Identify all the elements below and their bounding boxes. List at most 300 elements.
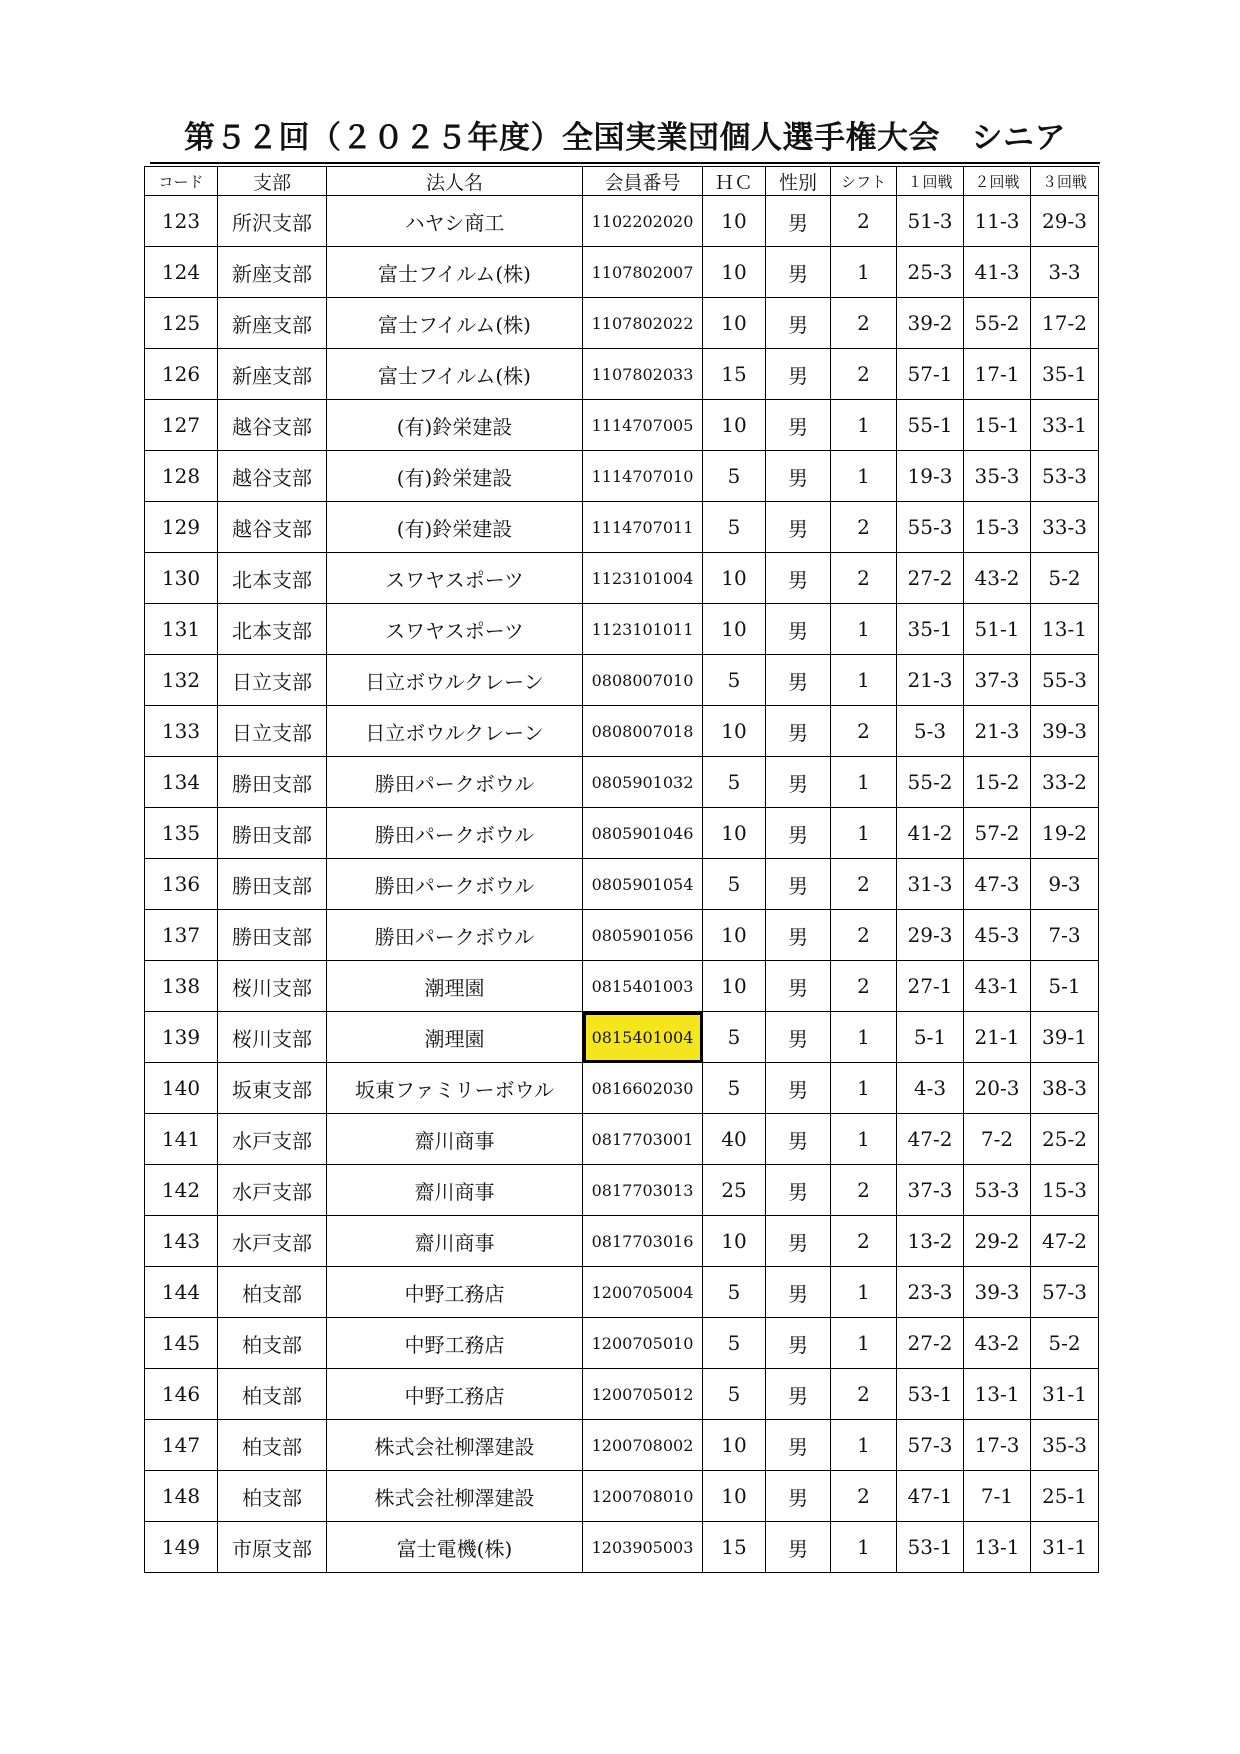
cell-round-2: 15-2 — [964, 757, 1031, 808]
cell-shift: 1 — [831, 1318, 897, 1369]
cell-code: 131 — [145, 604, 218, 655]
cell-round-2: 47-3 — [964, 859, 1031, 910]
cell-round-1: 27-2 — [897, 1318, 964, 1369]
cell-member-number: 0817703013 — [583, 1165, 703, 1216]
cell-code: 149 — [145, 1522, 218, 1573]
table-row — [145, 757, 1099, 808]
cell-round-1: 29-3 — [897, 910, 964, 961]
cell-hc: 5 — [703, 502, 766, 553]
table-row — [145, 247, 1099, 298]
cell-round-3: 29-3 — [1031, 196, 1099, 247]
cell-branch: 勝田支部 — [218, 808, 327, 859]
cell-hc: 5 — [703, 1012, 766, 1063]
cell-round-3: 33-2 — [1031, 757, 1099, 808]
cell-round-3: 13-1 — [1031, 604, 1099, 655]
cell-member-number: 0815401003 — [583, 961, 703, 1012]
cell-round-1: 55-1 — [897, 400, 964, 451]
cell-round-3: 25-1 — [1031, 1471, 1099, 1522]
cell-branch: 日立支部 — [218, 655, 327, 706]
cell-corp: 勝田パークボウル — [327, 859, 583, 910]
cell-round-2: 43-2 — [964, 553, 1031, 604]
cell-member-number: 1200705010 — [583, 1318, 703, 1369]
header-round-3: ３回戦 — [1031, 167, 1099, 196]
table-row — [145, 1471, 1099, 1522]
cell-round-3: 19-2 — [1031, 808, 1099, 859]
cell-code: 136 — [145, 859, 218, 910]
cell-member-number: 1107802033 — [583, 349, 703, 400]
cell-code: 145 — [145, 1318, 218, 1369]
cell-member-number: 1107802007 — [583, 247, 703, 298]
cell-branch: 水戸支部 — [218, 1114, 327, 1165]
cell-gender: 男 — [766, 859, 831, 910]
cell-round-3: 15-3 — [1031, 1165, 1099, 1216]
cell-gender: 男 — [766, 349, 831, 400]
table-row — [145, 961, 1099, 1012]
cell-member-number: 1114707005 — [583, 400, 703, 451]
table-row — [145, 808, 1099, 859]
cell-code: 133 — [145, 706, 218, 757]
table-row — [145, 655, 1099, 706]
cell-round-1: 41-2 — [897, 808, 964, 859]
cell-round-3: 35-3 — [1031, 1420, 1099, 1471]
cell-hc: 10 — [703, 604, 766, 655]
cell-gender: 男 — [766, 706, 831, 757]
cell-code: 146 — [145, 1369, 218, 1420]
cell-branch: 越谷支部 — [218, 502, 327, 553]
cell-corp: 富士電機(株) — [327, 1522, 583, 1573]
cell-corp: 齋川商事 — [327, 1216, 583, 1267]
cell-round-1: 37-3 — [897, 1165, 964, 1216]
cell-code: 132 — [145, 655, 218, 706]
cell-hc: 10 — [703, 400, 766, 451]
cell-round-1: 5-3 — [897, 706, 964, 757]
cell-shift: 1 — [831, 400, 897, 451]
cell-corp: 富士フイルム(株) — [327, 298, 583, 349]
cell-corp: (有)鈴栄建設 — [327, 400, 583, 451]
cell-gender: 男 — [766, 1012, 831, 1063]
header-round-1: １回戦 — [897, 167, 964, 196]
cell-corp: (有)鈴栄建設 — [327, 502, 583, 553]
table-row — [145, 1318, 1099, 1369]
cell-branch: 新座支部 — [218, 298, 327, 349]
cell-shift: 2 — [831, 1471, 897, 1522]
cell-round-1: 5-1 — [897, 1012, 964, 1063]
cell-corp: スワヤスポーツ — [327, 604, 583, 655]
cell-shift: 2 — [831, 553, 897, 604]
cell-code: 127 — [145, 400, 218, 451]
cell-round-3: 5-2 — [1031, 1318, 1099, 1369]
table-row — [145, 349, 1099, 400]
cell-corp: 齋川商事 — [327, 1165, 583, 1216]
cell-hc: 10 — [703, 1471, 766, 1522]
cell-gender: 男 — [766, 502, 831, 553]
cell-gender: 男 — [766, 1165, 831, 1216]
cell-gender: 男 — [766, 196, 831, 247]
cell-branch: 新座支部 — [218, 247, 327, 298]
cell-shift: 1 — [831, 1114, 897, 1165]
cell-hc: 10 — [703, 961, 766, 1012]
cell-corp: 日立ボウルクレーン — [327, 655, 583, 706]
cell-code: 142 — [145, 1165, 218, 1216]
cell-code: 134 — [145, 757, 218, 808]
cell-round-2: 21-1 — [964, 1012, 1031, 1063]
cell-hc: 15 — [703, 1522, 766, 1573]
cell-member-number-highlighted: 0815401004 — [583, 1012, 703, 1063]
cell-round-1: 47-2 — [897, 1114, 964, 1165]
cell-code: 139 — [145, 1012, 218, 1063]
cell-shift: 2 — [831, 706, 897, 757]
cell-shift: 1 — [831, 1012, 897, 1063]
cell-gender: 男 — [766, 553, 831, 604]
cell-round-2: 51-1 — [964, 604, 1031, 655]
cell-member-number: 0816602030 — [583, 1063, 703, 1114]
roster-table — [144, 166, 1099, 1573]
cell-gender: 男 — [766, 604, 831, 655]
cell-member-number: 1123101011 — [583, 604, 703, 655]
cell-round-2: 17-1 — [964, 349, 1031, 400]
table-row — [145, 1114, 1099, 1165]
header-hc: ＨＣ — [703, 167, 766, 196]
cell-round-1: 57-1 — [897, 349, 964, 400]
cell-round-1: 35-1 — [897, 604, 964, 655]
cell-round-1: 27-1 — [897, 961, 964, 1012]
cell-round-2: 11-3 — [964, 196, 1031, 247]
cell-branch: 北本支部 — [218, 604, 327, 655]
cell-round-3: 3-3 — [1031, 247, 1099, 298]
cell-branch: 柏支部 — [218, 1420, 327, 1471]
cell-gender: 男 — [766, 1267, 831, 1318]
cell-round-2: 17-3 — [964, 1420, 1031, 1471]
cell-shift: 2 — [831, 859, 897, 910]
cell-code: 141 — [145, 1114, 218, 1165]
cell-member-number: 0817703001 — [583, 1114, 703, 1165]
cell-round-1: 53-1 — [897, 1522, 964, 1573]
cell-member-number: 1203905003 — [583, 1522, 703, 1573]
cell-round-2: 13-1 — [964, 1522, 1031, 1573]
cell-member-number: 0805901046 — [583, 808, 703, 859]
table-row — [145, 1267, 1099, 1318]
table-row — [145, 298, 1099, 349]
cell-gender: 男 — [766, 1471, 831, 1522]
cell-member-number: 0808007010 — [583, 655, 703, 706]
cell-round-3: 33-1 — [1031, 400, 1099, 451]
cell-round-3: 17-2 — [1031, 298, 1099, 349]
cell-branch: 勝田支部 — [218, 910, 327, 961]
cell-branch: 水戸支部 — [218, 1216, 327, 1267]
cell-branch: 北本支部 — [218, 553, 327, 604]
cell-hc: 10 — [703, 1216, 766, 1267]
table-row — [145, 604, 1099, 655]
cell-branch: 桜川支部 — [218, 1012, 327, 1063]
cell-shift: 2 — [831, 910, 897, 961]
table-row — [145, 1216, 1099, 1267]
cell-branch: 水戸支部 — [218, 1165, 327, 1216]
cell-round-3: 53-3 — [1031, 451, 1099, 502]
cell-round-1: 19-3 — [897, 451, 964, 502]
cell-hc: 5 — [703, 1369, 766, 1420]
cell-shift: 1 — [831, 1063, 897, 1114]
cell-branch: 桜川支部 — [218, 961, 327, 1012]
cell-shift: 1 — [831, 808, 897, 859]
cell-member-number: 1123101004 — [583, 553, 703, 604]
cell-code: 137 — [145, 910, 218, 961]
cell-gender: 男 — [766, 1063, 831, 1114]
cell-round-2: 15-1 — [964, 400, 1031, 451]
cell-hc: 5 — [703, 1063, 766, 1114]
cell-round-3: 7-3 — [1031, 910, 1099, 961]
table-row — [145, 1165, 1099, 1216]
cell-round-2: 55-2 — [964, 298, 1031, 349]
cell-shift: 2 — [831, 298, 897, 349]
cell-corp: 株式会社柳澤建設 — [327, 1471, 583, 1522]
cell-gender: 男 — [766, 808, 831, 859]
cell-shift: 1 — [831, 604, 897, 655]
cell-shift: 1 — [831, 1420, 897, 1471]
cell-round-2: 45-3 — [964, 910, 1031, 961]
cell-corp: (有)鈴栄建設 — [327, 451, 583, 502]
table-row — [145, 1369, 1099, 1420]
cell-corp: 中野工務店 — [327, 1318, 583, 1369]
cell-shift: 2 — [831, 1369, 897, 1420]
cell-round-1: 23-3 — [897, 1267, 964, 1318]
cell-hc: 5 — [703, 451, 766, 502]
cell-round-2: 35-3 — [964, 451, 1031, 502]
cell-code: 128 — [145, 451, 218, 502]
cell-member-number: 1200705012 — [583, 1369, 703, 1420]
table-row — [145, 910, 1099, 961]
cell-gender: 男 — [766, 1114, 831, 1165]
header-shift: シフト — [831, 167, 897, 196]
cell-gender: 男 — [766, 655, 831, 706]
cell-hc: 5 — [703, 1267, 766, 1318]
cell-member-number: 0808007018 — [583, 706, 703, 757]
table-row — [145, 1420, 1099, 1471]
cell-round-2: 53-3 — [964, 1165, 1031, 1216]
cell-code: 144 — [145, 1267, 218, 1318]
cell-gender: 男 — [766, 451, 831, 502]
cell-shift: 1 — [831, 247, 897, 298]
cell-corp: 富士フイルム(株) — [327, 247, 583, 298]
cell-round-2: 29-2 — [964, 1216, 1031, 1267]
cell-corp: 中野工務店 — [327, 1369, 583, 1420]
cell-hc: 5 — [703, 859, 766, 910]
cell-round-1: 39-2 — [897, 298, 964, 349]
cell-member-number: 1200708010 — [583, 1471, 703, 1522]
cell-corp: 齋川商事 — [327, 1114, 583, 1165]
cell-shift: 2 — [831, 961, 897, 1012]
cell-branch: 越谷支部 — [218, 400, 327, 451]
cell-round-2: 15-3 — [964, 502, 1031, 553]
cell-round-2: 39-3 — [964, 1267, 1031, 1318]
cell-gender: 男 — [766, 247, 831, 298]
cell-code: 126 — [145, 349, 218, 400]
cell-code: 130 — [145, 553, 218, 604]
cell-shift: 2 — [831, 1165, 897, 1216]
cell-round-3: 35-1 — [1031, 349, 1099, 400]
cell-code: 147 — [145, 1420, 218, 1471]
cell-round-1: 4-3 — [897, 1063, 964, 1114]
cell-branch: 新座支部 — [218, 349, 327, 400]
cell-gender: 男 — [766, 757, 831, 808]
cell-branch: 市原支部 — [218, 1522, 327, 1573]
cell-round-2: 57-2 — [964, 808, 1031, 859]
cell-round-3: 5-2 — [1031, 553, 1099, 604]
table-row — [145, 859, 1099, 910]
cell-round-2: 20-3 — [964, 1063, 1031, 1114]
cell-round-1: 47-1 — [897, 1471, 964, 1522]
cell-hc: 10 — [703, 808, 766, 859]
cell-member-number: 0805901032 — [583, 757, 703, 808]
cell-hc: 5 — [703, 1318, 766, 1369]
cell-corp: 勝田パークボウル — [327, 808, 583, 859]
cell-corp: スワヤスポーツ — [327, 553, 583, 604]
cell-corp: 坂東ファミリーボウル — [327, 1063, 583, 1114]
header-branch: 支部 — [218, 167, 327, 196]
table-row — [145, 502, 1099, 553]
cell-hc: 10 — [703, 706, 766, 757]
cell-hc: 10 — [703, 1420, 766, 1471]
cell-branch: 柏支部 — [218, 1369, 327, 1420]
cell-shift: 2 — [831, 196, 897, 247]
roster-body — [145, 196, 1099, 1573]
header-round-2: ２回戦 — [964, 167, 1031, 196]
cell-round-2: 41-3 — [964, 247, 1031, 298]
cell-member-number: 1107802022 — [583, 298, 703, 349]
cell-corp: 株式会社柳澤建設 — [327, 1420, 583, 1471]
cell-code: 140 — [145, 1063, 218, 1114]
cell-member-number: 1114707010 — [583, 451, 703, 502]
cell-code: 143 — [145, 1216, 218, 1267]
cell-round-1: 21-3 — [897, 655, 964, 706]
cell-hc: 10 — [703, 196, 766, 247]
cell-corp: 潮理園 — [327, 961, 583, 1012]
cell-round-3: 33-3 — [1031, 502, 1099, 553]
table-row — [145, 1522, 1099, 1573]
cell-round-2: 7-2 — [964, 1114, 1031, 1165]
cell-round-3: 55-3 — [1031, 655, 1099, 706]
cell-gender: 男 — [766, 298, 831, 349]
cell-round-2: 43-2 — [964, 1318, 1031, 1369]
cell-branch: 柏支部 — [218, 1471, 327, 1522]
cell-round-3: 9-3 — [1031, 859, 1099, 910]
cell-shift: 1 — [831, 1522, 897, 1573]
cell-gender: 男 — [766, 1216, 831, 1267]
cell-member-number: 1200705004 — [583, 1267, 703, 1318]
cell-round-3: 57-3 — [1031, 1267, 1099, 1318]
cell-corp: 富士フイルム(株) — [327, 349, 583, 400]
cell-gender: 男 — [766, 1369, 831, 1420]
header-row — [145, 167, 1099, 196]
cell-hc: 10 — [703, 298, 766, 349]
cell-branch: 日立支部 — [218, 706, 327, 757]
cell-branch: 勝田支部 — [218, 757, 327, 808]
table-row — [145, 1012, 1099, 1063]
cell-code: 129 — [145, 502, 218, 553]
cell-branch: 所沢支部 — [218, 196, 327, 247]
cell-round-2: 43-1 — [964, 961, 1031, 1012]
cell-round-3: 5-1 — [1031, 961, 1099, 1012]
table-row — [145, 706, 1099, 757]
cell-code: 135 — [145, 808, 218, 859]
cell-corp: 勝田パークボウル — [327, 910, 583, 961]
table-row — [145, 1063, 1099, 1114]
cell-hc: 10 — [703, 553, 766, 604]
cell-round-3: 39-3 — [1031, 706, 1099, 757]
header-member: 会員番号 — [583, 167, 703, 196]
cell-hc: 5 — [703, 757, 766, 808]
cell-code: 125 — [145, 298, 218, 349]
cell-round-3: 47-2 — [1031, 1216, 1099, 1267]
cell-code: 124 — [145, 247, 218, 298]
document-title: 第５２回（２０２５年度）全国実業団個人選手権大会 シニア — [150, 116, 1100, 164]
cell-corp: 勝田パークボウル — [327, 757, 583, 808]
cell-round-1: 53-1 — [897, 1369, 964, 1420]
cell-hc: 10 — [703, 910, 766, 961]
cell-round-3: 31-1 — [1031, 1522, 1099, 1573]
cell-branch: 坂東支部 — [218, 1063, 327, 1114]
cell-hc: 5 — [703, 655, 766, 706]
cell-hc: 25 — [703, 1165, 766, 1216]
cell-member-number: 0805901056 — [583, 910, 703, 961]
cell-round-1: 13-2 — [897, 1216, 964, 1267]
cell-gender: 男 — [766, 400, 831, 451]
cell-round-2: 13-1 — [964, 1369, 1031, 1420]
cell-corp: 日立ボウルクレーン — [327, 706, 583, 757]
cell-gender: 男 — [766, 1522, 831, 1573]
cell-round-1: 25-3 — [897, 247, 964, 298]
cell-gender: 男 — [766, 961, 831, 1012]
header-corp: 法人名 — [327, 167, 583, 196]
cell-member-number: 0805901054 — [583, 859, 703, 910]
cell-branch: 勝田支部 — [218, 859, 327, 910]
table-row — [145, 400, 1099, 451]
cell-shift: 2 — [831, 349, 897, 400]
cell-code: 148 — [145, 1471, 218, 1522]
cell-round-1: 55-2 — [897, 757, 964, 808]
cell-shift: 1 — [831, 1267, 897, 1318]
cell-round-3: 38-3 — [1031, 1063, 1099, 1114]
cell-corp: 中野工務店 — [327, 1267, 583, 1318]
cell-gender: 男 — [766, 1318, 831, 1369]
cell-round-1: 27-2 — [897, 553, 964, 604]
cell-hc: 15 — [703, 349, 766, 400]
cell-round-2: 21-3 — [964, 706, 1031, 757]
cell-code: 138 — [145, 961, 218, 1012]
cell-member-number: 0817703016 — [583, 1216, 703, 1267]
table-row — [145, 196, 1099, 247]
cell-member-number: 1102202020 — [583, 196, 703, 247]
header-code: コード — [145, 167, 218, 196]
cell-round-3: 31-1 — [1031, 1369, 1099, 1420]
table-row — [145, 553, 1099, 604]
cell-shift: 2 — [831, 502, 897, 553]
cell-shift: 1 — [831, 757, 897, 808]
cell-corp: ハヤシ商工 — [327, 196, 583, 247]
cell-shift: 1 — [831, 451, 897, 502]
cell-code: 123 — [145, 196, 218, 247]
cell-branch: 柏支部 — [218, 1267, 327, 1318]
cell-shift: 1 — [831, 655, 897, 706]
cell-round-1: 55-3 — [897, 502, 964, 553]
cell-member-number: 1200708002 — [583, 1420, 703, 1471]
cell-branch: 柏支部 — [218, 1318, 327, 1369]
header-gender: 性別 — [766, 167, 831, 196]
cell-round-2: 37-3 — [964, 655, 1031, 706]
cell-member-number: 1114707011 — [583, 502, 703, 553]
cell-gender: 男 — [766, 910, 831, 961]
cell-shift: 2 — [831, 1216, 897, 1267]
cell-round-3: 25-2 — [1031, 1114, 1099, 1165]
